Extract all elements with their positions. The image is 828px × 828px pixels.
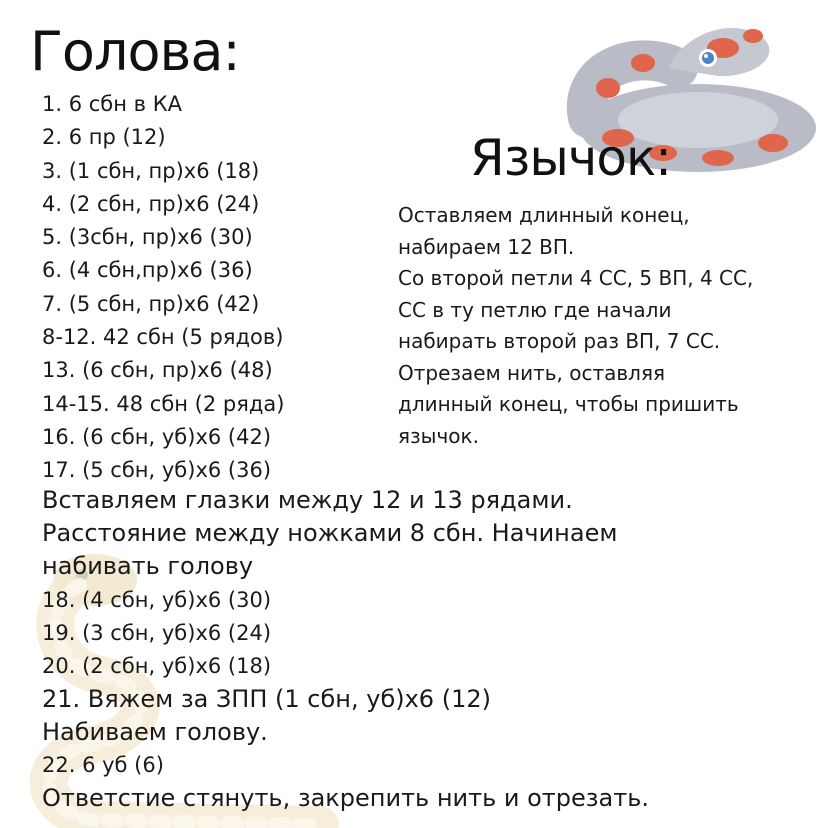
list-item: 22. 6 уб (6) (42, 753, 164, 777)
list-item: 19. (3 сбн, уб)х6 (24) (42, 621, 272, 645)
list-item: 3. (1 сбн, пр)х6 (18) (42, 158, 260, 183)
tongue-line: длинный конец, чтобы пришить (398, 392, 739, 416)
head-rows-after (42, 584, 649, 815)
tongue-instructions (398, 200, 818, 452)
list-item: 21. Вяжем за ЗПП (1 сбн, уб)х6 (12) (42, 685, 491, 713)
stuff-note: набивать голову (42, 552, 254, 580)
list-item: Набиваем голову. (42, 718, 268, 746)
list-item: 13. (6 сбн, пр)х6 (48) (42, 358, 273, 383)
tongue-line: Отрезаем нить, оставляя (398, 360, 666, 385)
list-item: 2. 6 пр (12) (42, 125, 166, 150)
list-item: 20. (2 сбн, уб)х6 (18) (42, 654, 272, 678)
tongue-line: Со второй петли 4 СС, 5 ВП, 4 СС, (398, 266, 754, 290)
list-item: 5. (3сбн, пр)х6 (30) (42, 225, 253, 250)
list-item: 8-12. 42 сбн (5 рядов) (42, 325, 284, 350)
head-title: Голова: (30, 20, 240, 83)
tongue-line: набираем 12 ВП. (398, 234, 575, 259)
list-item: 14-15. 48 сбн (2 ряда) (42, 391, 285, 416)
list-item: 4. (2 сбн, пр)х6 (24) (42, 191, 260, 216)
eyes-note: Вставляем глазки между 12 и 13 рядами. (42, 486, 573, 514)
tongue-line: набирать второй раз ВП, 7 СС. (398, 329, 721, 353)
tongue-line: СС в ту петлю где начали (398, 297, 672, 322)
list-item: 17. (5 сбн, уб)х6 (36) (42, 458, 272, 483)
list-item: 18. (4 сбн, уб)х6 (30) (42, 588, 272, 612)
list-item: 6. (4 сбн,пр)х6 (36) (42, 258, 253, 283)
list-item: 16. (6 сбн, уб)х6 (42) (42, 424, 272, 449)
tongue-line: язычок. (398, 423, 479, 448)
distance-note: Расстояние между ножками 8 сбн. Начинаем (42, 519, 618, 547)
tongue-title: Язычок: (470, 129, 671, 187)
list-item: Ответстие стянуть, закрепить нить и отрезать. (42, 784, 649, 812)
list-item: 7. (5 сбн, пр)х6 (42) (42, 291, 260, 316)
list-item: 1. 6 сбн в КА (42, 92, 182, 116)
head-rows (42, 88, 284, 488)
tongue-line: Оставляем длинный конец, (398, 203, 690, 227)
